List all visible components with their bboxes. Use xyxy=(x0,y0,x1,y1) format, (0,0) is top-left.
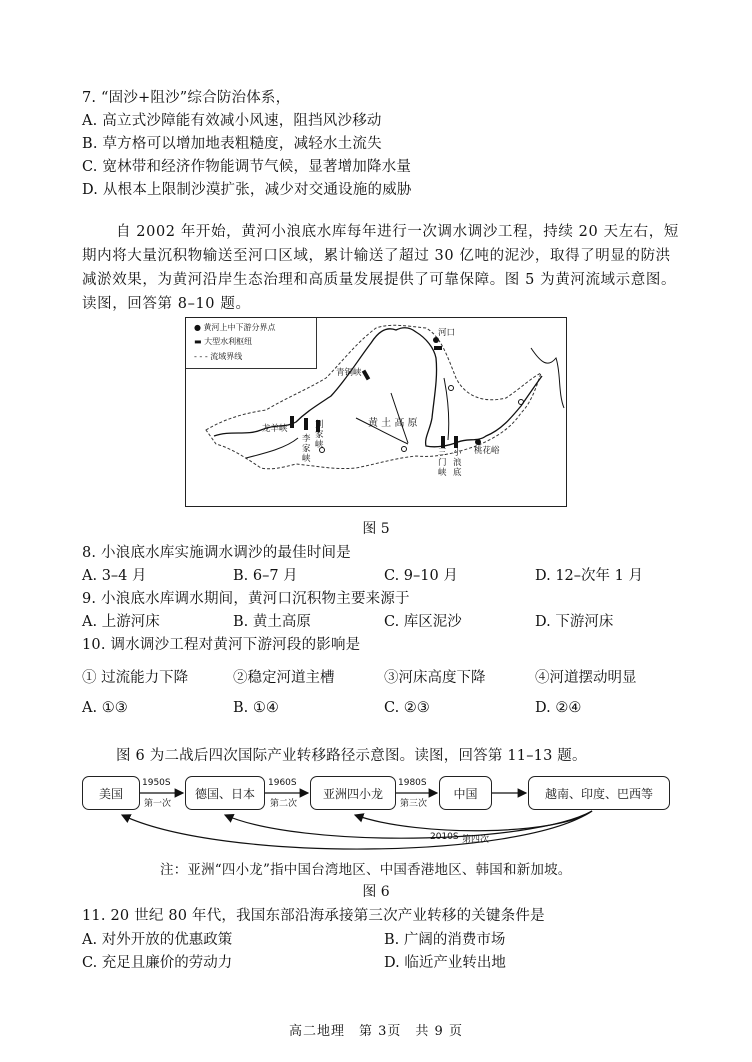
q11-option-a: A. 对外开放的优惠政策 xyxy=(82,932,233,948)
q10-item-4: ④河道摆动明显 xyxy=(535,670,637,686)
q9-option-b: B. 黄土高原 xyxy=(233,614,311,630)
q10-option-a: A. ①③ xyxy=(82,700,128,716)
q7-stem: 7. “固沙+阻沙”综合防治体系， xyxy=(82,90,291,106)
q7-option-b: B. 草方格可以增加地表粗糙度，减轻水土流失 xyxy=(82,136,382,152)
q10-stem: 10. 调水调沙工程对黄河下游河段的影响是 xyxy=(82,637,361,653)
q8-stem: 8. 小浪底水库实施调水调沙的最佳时间是 xyxy=(82,545,351,561)
dam-icon: ▬ xyxy=(194,337,202,346)
q11-stem: 11. 20 世纪 80 年代，我国东部沿海承接第三次产业转移的关键条件是 xyxy=(82,908,545,924)
label-sanmenxia: 三 门 峡 xyxy=(438,448,447,478)
box-four-tigers: 亚洲四小龙 xyxy=(310,776,396,810)
box-vietnam-india-brazil: 越南、印度、巴西等 xyxy=(528,776,670,810)
passage-text: 自 2002 年开始，黄河小浪底水库每年进行一次调水调沙工程，持续 20 天左右，短期内将大量沉积物输送至河口区域，累计输送了超过 30 亿吨的泥沙，取得了明显的防洪减淤效果，为黄河沿岸生态治理和高质量发展提供了可靠保障。图 5 为黄河流域示意图。读图，回答第 8–10 题。 xyxy=(82,224,679,312)
label-taohuayu: 桃花峪 xyxy=(474,446,500,456)
legend-basin-boundary: - - - 流域界线 xyxy=(194,352,243,361)
q10-option-d: D. ②④ xyxy=(535,700,582,716)
label-hekou: 河口 xyxy=(438,328,456,338)
dot-icon: ● xyxy=(194,323,201,332)
arrow4-year: 2010S xyxy=(430,832,459,842)
legend-dam: ▬ 大型水利枢纽 xyxy=(194,337,253,346)
label-loess-plateau: 黄 土 高 原 xyxy=(368,418,418,429)
q7-option-c: C. 宽林带和经济作物能调节气候，显著增加降水量 xyxy=(82,159,412,175)
figure6-caption: 图 6 xyxy=(362,884,390,900)
q10-option-b: B. ①④ xyxy=(233,700,279,716)
q8-option-d: D. 12–次年 1 月 xyxy=(535,568,643,584)
q7-option-d: D. 从根本上限制沙漠扩张，减少对交通设施的威胁 xyxy=(82,182,412,198)
arrow2-order: 第二次 xyxy=(270,799,298,809)
arrow2-year: 1960S xyxy=(268,778,297,788)
label-longyangxia: 龙羊峡 xyxy=(262,424,288,434)
q10-option-c: C. ②③ xyxy=(384,700,430,716)
q10-item-1: ① 过流能力下降 xyxy=(82,670,189,686)
label-qingtongxia: 青铜峡 xyxy=(336,368,362,378)
label-lijiaxia: 李 家 峡 xyxy=(302,434,311,464)
arrow1-year: 1950S xyxy=(142,778,171,788)
box-china: 中国 xyxy=(439,776,492,810)
q9-option-c: C. 库区泥沙 xyxy=(384,614,462,630)
q8-option-b: B. 6–7 月 xyxy=(233,568,298,584)
arrow4-order: 第四次 xyxy=(462,835,490,845)
fig6-note: 注：亚洲“四小龙”指中国台湾地区、中国香港地区、韩国和新加坡。 xyxy=(160,862,572,878)
box-usa: 美国 xyxy=(82,776,140,810)
yellow-river-basin-map xyxy=(185,317,567,507)
label-xiaolangdi: 小 浪 底 xyxy=(453,448,462,478)
q7-option-a: A. 高立式沙障能有效减小风速，阻挡风沙移动 xyxy=(82,113,382,129)
arrow3-year: 1980S xyxy=(398,778,427,788)
q11-option-c: C. 充足且廉价的劳动力 xyxy=(82,955,233,971)
q9-option-d: D. 下游河床 xyxy=(535,614,614,630)
legend-boundary-point: ● 黄河上中下游分界点 xyxy=(194,323,276,332)
q10-item-2: ②稳定河道主槽 xyxy=(233,670,335,686)
q9-stem: 9. 小浪底水库调水期间，黄河口沉积物主要来源于 xyxy=(82,591,410,607)
q8-option-a: A. 3–4 月 xyxy=(82,568,147,584)
map-legend xyxy=(186,318,317,369)
arrow3-order: 第三次 xyxy=(400,799,428,809)
q9-option-a: A. 上游河床 xyxy=(82,614,160,630)
dashed-line-icon: - - - xyxy=(194,352,208,361)
q11-option-b: B. 广阔的消费市场 xyxy=(384,932,506,948)
q11-option-d: D. 临近产业转出地 xyxy=(384,955,506,971)
fig6-intro: 图 6 为二战后四次国际产业转移路径示意图。读图，回答第 11–13 题。 xyxy=(116,748,587,764)
q8-option-c: C. 9–10 月 xyxy=(384,568,458,584)
figure5-caption: 图 5 xyxy=(362,521,390,537)
box-germany-japan: 德国、日本 xyxy=(185,776,265,810)
label-liujiaxia: 刘 家 峡 xyxy=(315,420,324,450)
page-footer: 高二地理 第 3页 共 9 页 xyxy=(289,1024,463,1039)
q10-item-3: ③河床高度下降 xyxy=(384,670,486,686)
arrow1-order: 第一次 xyxy=(144,799,172,809)
